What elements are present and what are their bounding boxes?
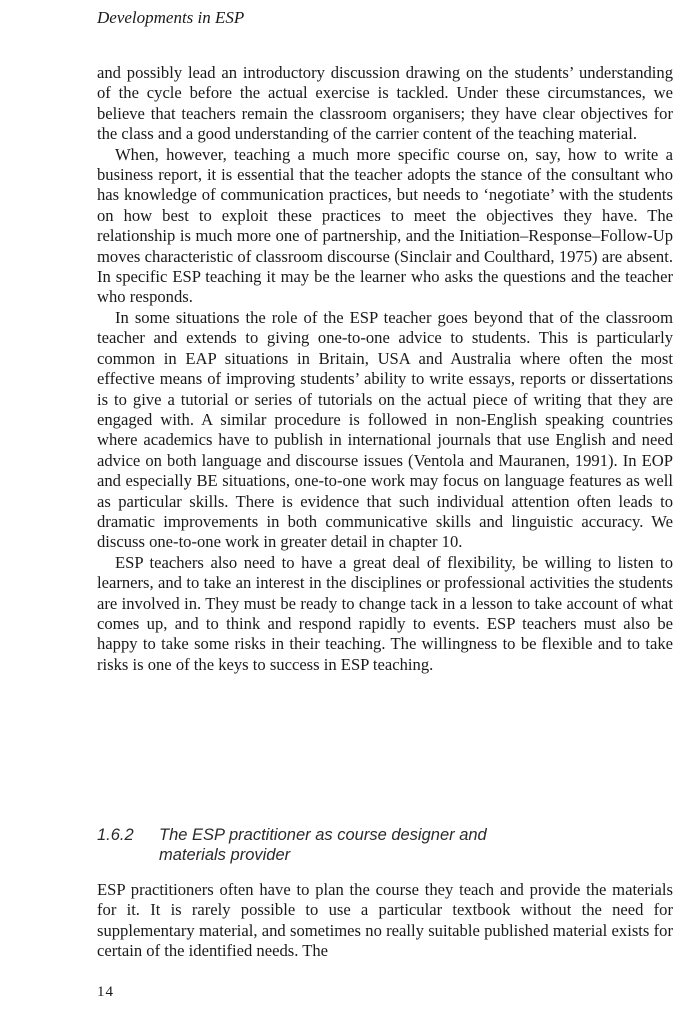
paragraph-1: and possibly lead an introductory discussion drawing on the students’ understanding of the cycle before the actual exercise is tackled. Under these circumstances, we believe that teachers remain the classroom organisers; they have clear objectives for the class and a good understanding of the carrier content of the teaching material. — [97, 63, 673, 144]
running-head: Developments in ESP — [97, 8, 245, 27]
section-title-line-1: The ESP practitioner as course designer and — [159, 826, 487, 844]
section-title-line-2: materials provider — [159, 846, 291, 864]
section-paragraph-1: ESP practitioners often have to plan the course they teach and provide the materials for it. It is rarely possible to use a particular textbook without the need for supplementary material, and sometimes no really suitable published material exists for certain of the identified needs. The — [97, 880, 673, 961]
paragraph-3: In some situations the role of the ESP teacher goes beyond that of the classroom teacher and extends to giving one-to-one advice to students. This is particularly common in EAP situations in Britain, USA and Australia where often the most effective means of improving students’ ability to write essays, reports or dissertations is to give a tutorial or series of tutorials on the actual piece of writing that they are engaged with. A similar procedure is followed in non-English speaking countries where academics have to publish in international journals that use English and need advice on both language and discourse issues (Ventola and Mauranen, 1991). In EOP and especially BE situations, one-to-one work may focus on language features as well as particular skills. There is evidence that such individual attention often leads to dramatic improvements in both communicative skills and linguistic accuracy. We discuss one-to-one work in greater detail in chapter 10. — [97, 307, 673, 552]
section-number: 1.6.2 — [97, 826, 134, 844]
page-number: 14 — [97, 984, 114, 1000]
paragraph-4: ESP teachers also need to have a great deal of flexibility, be willing to listen to learners, and to take an interest in the disciplines or professional activities the students are involved in. They must be ready to change tack in a lesson to take account of what comes up, and to think and respond rapidly to events. ESP teachers must also be happy to take some risks in their teaching. The willingness to be flexible and to take risks is one of the keys to success in ESP teaching. — [97, 552, 673, 674]
section-heading — [97, 825, 657, 865]
section-body — [97, 880, 673, 962]
body-text — [97, 63, 673, 675]
paragraph-2: When, however, teaching a much more specific course on, say, how to write a business report, it is essential that the teacher adopts the stance of the consultant who has knowledge of communication practices, but needs to ‘negotiate’ with the students on how best to exploit these practices to meet the objectives they have. The relationship is much more one of partnership, and the Initiation–Response–Follow-Up moves characteristic of classroom discourse (Sinclair and Coulthard, 1975) are absent. In specific ESP teaching it may be the learner who asks the questions and the teacher who responds. — [97, 144, 673, 307]
